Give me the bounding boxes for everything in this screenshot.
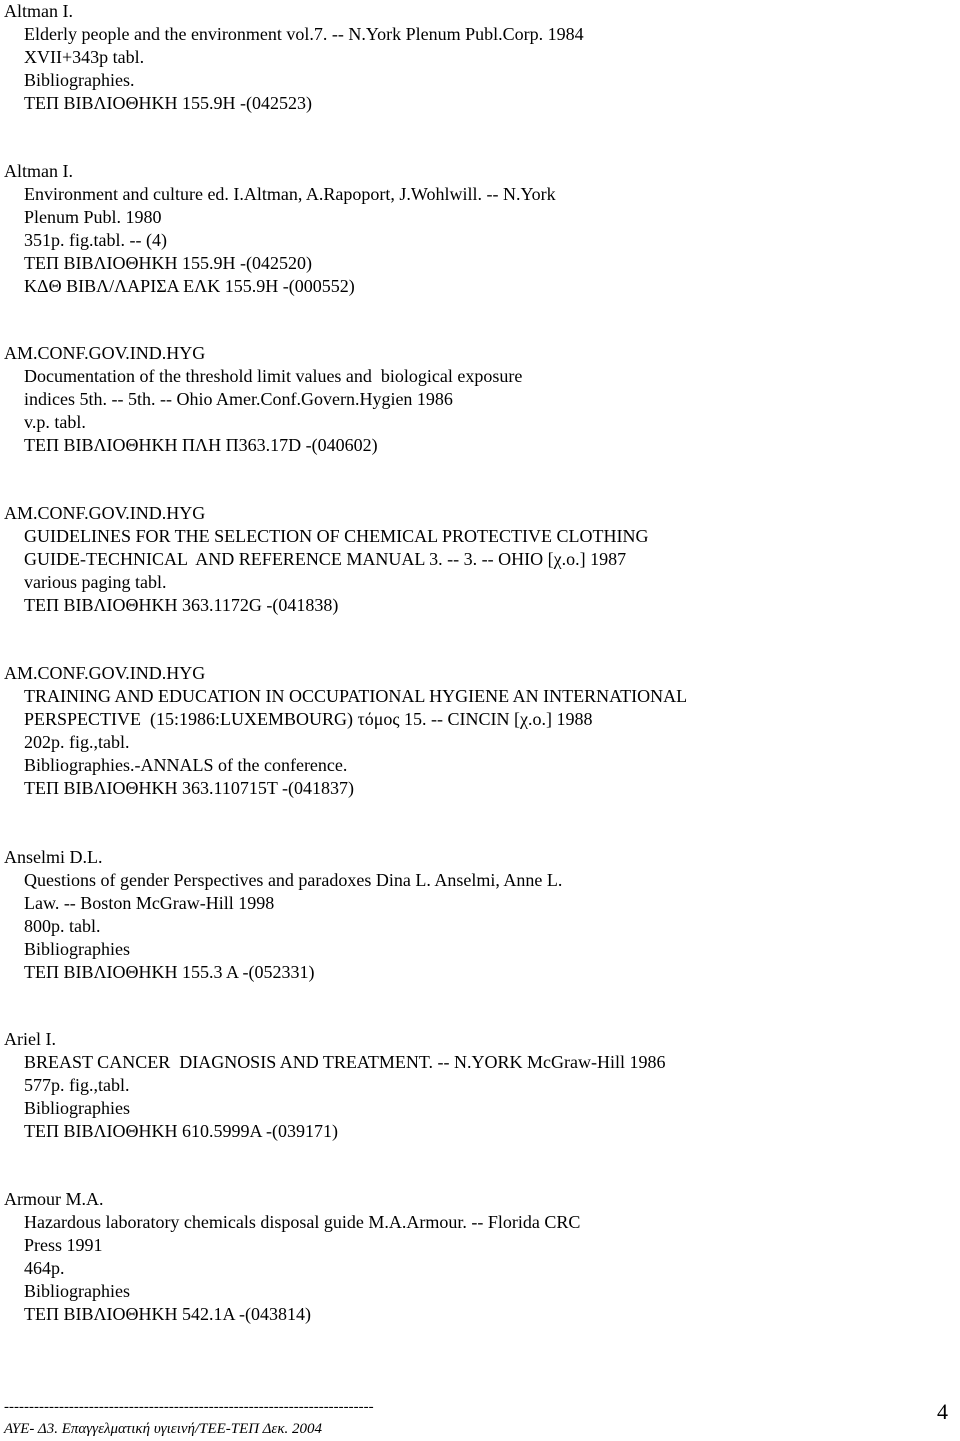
- entry-line: Bibliographies: [24, 1098, 130, 1118]
- bibliography-entry: [4, 502, 944, 617]
- entry-line: 464p.: [24, 1258, 65, 1278]
- entry-line: Documentation of the threshold limit values and biological exposure: [24, 366, 523, 386]
- entry-line: ΤΕΠ ΒΙΒΛΙΟΘΗΚΗ 610.5999Α -(039171): [24, 1121, 339, 1141]
- entry-line: XVII+343p tabl.: [24, 47, 145, 67]
- entry-author: AM.CONF.GOV.IND.HYG: [4, 503, 206, 523]
- bibliography-entry: [4, 160, 944, 298]
- bibliography-entry: [4, 0, 944, 115]
- bibliography-entry: [4, 342, 944, 457]
- footer-text: ΑΥΕ- Δ3. Επαγγελματική υγιεινή/ΤΕΕ-ΤΕΠ Δεκ. 2004: [4, 1421, 323, 1437]
- entry-author: AM.CONF.GOV.IND.HYG: [4, 663, 206, 683]
- entry-line: indices 5th. -- 5th. -- Ohio Amer.Conf.Govern.Hygien 1986: [24, 389, 453, 409]
- entry-line: v.p. tabl.: [24, 412, 86, 432]
- entry-author: Anselmi D.L.: [4, 847, 103, 867]
- entry-author: Armour M.A.: [4, 1189, 104, 1209]
- entry-line: ΤΕΠ ΒΙΒΛΙΟΘΗΚΗ 363.110715T -(041837): [24, 778, 355, 798]
- entry-line: ΤΕΠ ΒΙΒΛΙΟΘΗΚΗ 155.9Η -(042523): [24, 93, 313, 113]
- entry-line: Bibliographies: [24, 939, 130, 959]
- page-number: 4: [937, 1399, 948, 1424]
- entry-line: ΤΕΠ ΒΙΒΛΙΟΘΗΚΗ 363.1172G -(041838): [24, 595, 339, 615]
- entry-line: Environment and culture ed. I.Altman, A.Rapoport, J.Wohlwill. -- N.York: [24, 184, 556, 204]
- entry-line: ΚΔΘ ΒΙΒΛ/ΛΑΡΙΣΑ ΕΛΚ 155.9Η -(000552): [24, 276, 355, 296]
- entry-line: PERSPECTIVE (15:1986:LUXEMBOURG) τόμος 15. -- CINCIN [χ.ο.] 1988: [24, 709, 593, 729]
- entry-line: BREAST CANCER DIAGNOSIS AND TREATMENT. -- N.YORK McGraw-Hill 1986: [24, 1052, 666, 1072]
- entry-line: Questions of gender Perspectives and paradoxes Dina L. Anselmi, Anne L.: [24, 870, 563, 890]
- entry-line: Hazardous laboratory chemicals disposal guide M.A.Armour. -- Florida CRC: [24, 1212, 581, 1232]
- entry-line: 800p. tabl.: [24, 916, 101, 936]
- entry-line: ΤΕΠ ΒΙΒΛΙΟΘΗΚΗ 155.9Η -(042520): [24, 253, 313, 273]
- entry-line: ΤΕΠ ΒΙΒΛΙΟΘΗΚΗ 542.1Α -(043814): [24, 1304, 312, 1324]
- entry-author: Altman I.: [4, 1, 73, 21]
- entry-line: GUIDE-TECHNICAL AND REFERENCE MANUAL 3. -- 3. -- OHIO [χ.ο.] 1987: [24, 549, 627, 569]
- entry-line: Bibliographies.: [24, 70, 135, 90]
- entry-line: 202p. fig.,tabl.: [24, 732, 130, 752]
- entry-author: AM.CONF.GOV.IND.HYG: [4, 343, 206, 363]
- entry-line: Plenum Publ. 1980: [24, 207, 162, 227]
- entry-line: various paging tabl.: [24, 572, 167, 592]
- bibliography-entry: [4, 662, 944, 800]
- entry-line: Press 1991: [24, 1235, 103, 1255]
- entry-line: TRAINING AND EDUCATION IN OCCUPATIONAL HYGIENE AN INTERNATIONAL: [24, 686, 688, 706]
- entry-line: 351p. fig.tabl. -- (4): [24, 230, 167, 250]
- entry-line: ΤΕΠ ΒΙΒΛΙΟΘΗΚΗ 155.3 Α -(052331): [24, 962, 315, 982]
- bibliography-entry: [4, 1028, 944, 1143]
- footer-rule: --------------------------------------------------------------------------: [4, 1399, 374, 1415]
- bibliography-entry: [4, 1188, 944, 1326]
- entry-line: Bibliographies: [24, 1281, 130, 1301]
- entry-line: ΤΕΠ ΒΙΒΛΙΟΘΗΚΗ ΠΛΗ Π363.17D -(040602): [24, 435, 378, 455]
- entry-line: 577p. fig.,tabl.: [24, 1075, 130, 1095]
- entry-line: Elderly people and the environment vol.7. -- N.York Plenum Publ.Corp. 1984: [24, 24, 584, 44]
- entry-author: Altman I.: [4, 161, 73, 181]
- entry-line: GUIDELINES FOR THE SELECTION OF CHEMICAL PROTECTIVE CLOTHING: [24, 526, 649, 546]
- entry-line: Law. -- Boston McGraw-Hill 1998: [24, 893, 275, 913]
- bibliography-entry: [4, 846, 944, 984]
- entry-line: Bibliographies.-ANNALS of the conference.: [24, 755, 348, 775]
- entry-author: Ariel I.: [4, 1029, 56, 1049]
